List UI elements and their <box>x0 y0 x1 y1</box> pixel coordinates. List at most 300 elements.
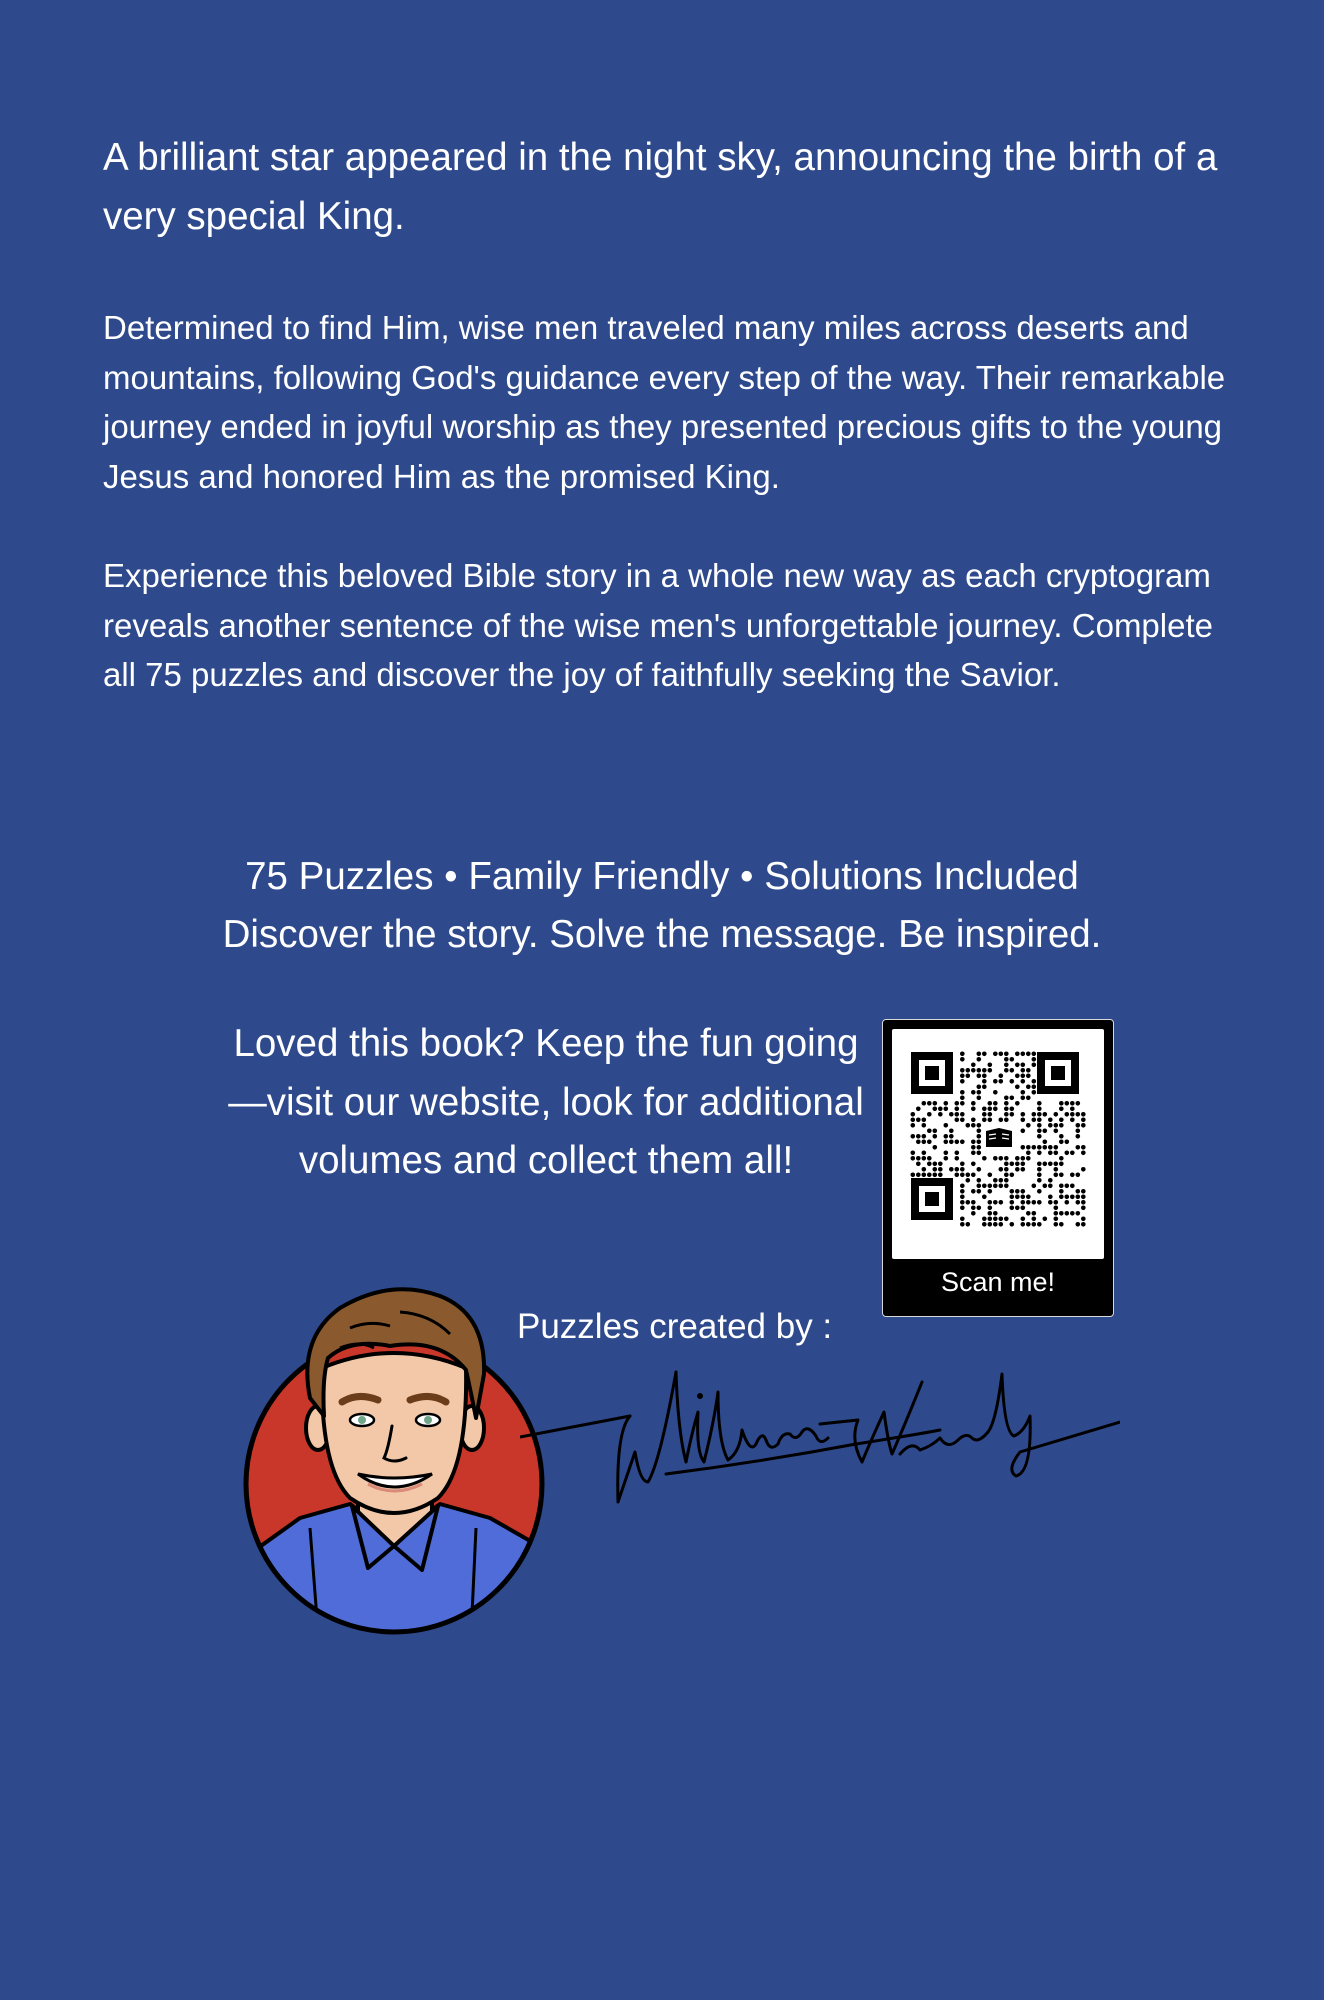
qr-module <box>944 1134 949 1139</box>
qr-module <box>922 1167 927 1172</box>
qr-module <box>971 1189 976 1194</box>
qr-module <box>955 1167 960 1172</box>
qr-module <box>1015 1063 1020 1068</box>
qr-module <box>1070 1211 1075 1216</box>
qr-module <box>960 1200 965 1205</box>
qr-module <box>993 1101 998 1106</box>
qr-module <box>982 1118 987 1123</box>
intro-heading: A brilliant star appeared in the night sky, announcing the birth of a very special King. <box>103 136 1218 238</box>
qr-module <box>955 1118 960 1123</box>
qr-module <box>999 1074 1004 1079</box>
qr-module <box>1037 1173 1042 1178</box>
qr-module <box>1004 1068 1009 1073</box>
qr-module <box>1059 1162 1064 1167</box>
qr-module <box>911 1156 916 1161</box>
qr-module <box>1048 1118 1053 1123</box>
qr-module <box>1032 1118 1037 1123</box>
qr-module <box>933 1167 938 1172</box>
qr-module <box>960 1118 965 1123</box>
qr-module <box>1054 1200 1059 1205</box>
qr-module <box>1065 1195 1070 1200</box>
qr-module <box>1026 1074 1031 1079</box>
qr-module <box>977 1068 982 1073</box>
qr-module <box>1010 1162 1015 1167</box>
qr-module <box>1059 1189 1064 1194</box>
qr-module <box>971 1118 976 1123</box>
qr-module <box>982 1222 987 1227</box>
qr-module <box>927 1162 932 1167</box>
qr-module <box>1059 1156 1064 1161</box>
qr-module <box>1076 1112 1081 1117</box>
author-signature <box>520 1312 1120 1522</box>
qr-module <box>960 1079 965 1084</box>
qr-module <box>1037 1222 1042 1227</box>
qr-module <box>1059 1118 1064 1123</box>
qr-module <box>1004 1057 1009 1062</box>
qr-module <box>1065 1140 1070 1145</box>
qr-module <box>1054 1217 1059 1222</box>
qr-module <box>1004 1162 1009 1167</box>
qr-module <box>971 1145 976 1150</box>
qr-module <box>1015 1085 1020 1090</box>
qr-module <box>927 1140 932 1145</box>
qr-module <box>982 1068 987 1073</box>
qr-module <box>1021 1079 1026 1084</box>
qr-module <box>922 1140 927 1145</box>
qr-module <box>1010 1057 1015 1062</box>
qr-module <box>971 1211 976 1216</box>
qr-module <box>1032 1184 1037 1189</box>
qr-module <box>1054 1145 1059 1150</box>
qr-module <box>1015 1052 1020 1057</box>
qr-module <box>999 1156 1004 1161</box>
qr-module <box>1032 1211 1037 1216</box>
qr-module <box>916 1134 921 1139</box>
qr-module <box>988 1200 993 1205</box>
qr-module <box>977 1096 982 1101</box>
qr-module <box>1021 1074 1026 1079</box>
qr-module <box>1010 1112 1015 1117</box>
qr-module <box>955 1173 960 1178</box>
qr-module <box>1081 1167 1086 1172</box>
qr-module <box>1065 1151 1070 1156</box>
qr-module <box>993 1079 998 1084</box>
qr-module <box>1026 1096 1031 1101</box>
qr-module <box>949 1140 954 1145</box>
qr-module <box>927 1112 932 1117</box>
qr-module <box>911 1151 916 1156</box>
qr-module <box>1004 1096 1009 1101</box>
qr-module <box>1004 1063 1009 1068</box>
qr-module <box>966 1173 971 1178</box>
qr-module <box>1004 1178 1009 1183</box>
qr-module <box>960 1057 965 1062</box>
qr-module <box>922 1134 927 1139</box>
qr-module <box>993 1200 998 1205</box>
qr-module <box>960 1140 965 1145</box>
qr-module <box>977 1189 982 1194</box>
qr-module <box>1037 1189 1042 1194</box>
qr-module <box>1032 1217 1037 1222</box>
qr-module <box>1065 1200 1070 1205</box>
qr-module <box>1048 1151 1053 1156</box>
qr-module <box>1037 1134 1042 1139</box>
qr-module <box>1037 1200 1042 1205</box>
qr-module <box>971 1123 976 1128</box>
qr-module <box>1070 1101 1075 1106</box>
qr-module <box>966 1123 971 1128</box>
qr-module <box>1059 1184 1064 1189</box>
qr-module <box>993 1184 998 1189</box>
qr-code-card[interactable] <box>882 1019 1114 1317</box>
qr-module <box>988 1107 993 1112</box>
qr-module <box>949 1167 954 1172</box>
qr-module <box>1081 1145 1086 1150</box>
qr-module <box>1076 1134 1081 1139</box>
qr-module <box>1032 1090 1037 1095</box>
qr-module <box>971 1063 976 1068</box>
qr-module <box>1043 1162 1048 1167</box>
qr-module <box>1054 1167 1059 1172</box>
qr-module <box>1004 1112 1009 1117</box>
qr-module <box>933 1129 938 1134</box>
qr-module <box>1059 1134 1064 1139</box>
qr-module <box>1037 1151 1042 1156</box>
qr-module <box>916 1156 921 1161</box>
qr-module <box>982 1085 987 1090</box>
qr-module <box>977 1090 982 1095</box>
qr-module <box>1081 1195 1086 1200</box>
qr-module <box>1048 1123 1053 1128</box>
qr-module <box>1070 1107 1075 1112</box>
qr-module <box>933 1173 938 1178</box>
qr-module <box>1043 1112 1048 1117</box>
qr-module <box>1043 1145 1048 1150</box>
qr-module <box>999 1217 1004 1222</box>
qr-module <box>999 1118 1004 1123</box>
qr-module <box>944 1107 949 1112</box>
qr-module <box>1032 1222 1037 1227</box>
qr-module <box>1037 1178 1042 1183</box>
qr-module <box>1054 1206 1059 1211</box>
qr-module <box>1076 1222 1081 1227</box>
qr-module <box>1026 1200 1031 1205</box>
qr-module <box>938 1107 943 1112</box>
qr-module <box>1059 1140 1064 1145</box>
qr-module <box>949 1134 954 1139</box>
qr-module <box>1004 1184 1009 1189</box>
qr-module <box>982 1184 987 1189</box>
qr-module <box>1054 1112 1059 1117</box>
qr-module <box>1059 1222 1064 1227</box>
qr-module <box>916 1173 921 1178</box>
qr-module <box>977 1145 982 1150</box>
qr-module <box>960 1112 965 1117</box>
qr-module <box>1043 1217 1048 1222</box>
qr-module <box>927 1101 932 1106</box>
qr-module <box>1032 1079 1037 1084</box>
qr-module <box>960 1090 965 1095</box>
author-avatar <box>240 1278 550 1658</box>
qr-module <box>1076 1101 1081 1106</box>
qr-module <box>955 1156 960 1161</box>
qr-module <box>971 1101 976 1106</box>
qr-module <box>960 1222 965 1227</box>
qr-module <box>1037 1118 1042 1123</box>
qr-module <box>1037 1112 1042 1117</box>
qr-module <box>993 1090 998 1095</box>
qr-module <box>1026 1156 1031 1161</box>
qr-module <box>960 1184 965 1189</box>
qr-module <box>1015 1167 1020 1172</box>
qr-module <box>938 1162 943 1167</box>
qr-module <box>988 1217 993 1222</box>
qr-module <box>1010 1107 1015 1112</box>
qr-module <box>1026 1052 1031 1057</box>
qr-code-icon[interactable] <box>910 1051 1086 1227</box>
qr-module <box>1043 1140 1048 1145</box>
scan-me-label: Scan me! <box>940 1267 1056 1297</box>
qr-module <box>1021 1090 1026 1095</box>
qr-module <box>960 1052 965 1057</box>
qr-module <box>988 1211 993 1216</box>
qr-module <box>922 1151 927 1156</box>
qr-module <box>971 1068 976 1073</box>
qr-module <box>944 1156 949 1161</box>
qr-module <box>1076 1129 1081 1134</box>
qr-module <box>933 1162 938 1167</box>
qr-module <box>1021 1195 1026 1200</box>
qr-module <box>1021 1167 1026 1172</box>
qr-module <box>993 1211 998 1216</box>
qr-module <box>966 1200 971 1205</box>
qr-module <box>993 1222 998 1227</box>
qr-module <box>988 1206 993 1211</box>
qr-module <box>1081 1151 1086 1156</box>
qr-module <box>944 1151 949 1156</box>
qr-module <box>933 1145 938 1150</box>
qr-module <box>999 1200 1004 1205</box>
qr-module <box>1048 1200 1053 1205</box>
qr-module <box>1015 1195 1020 1200</box>
qr-module <box>966 1074 971 1079</box>
qr-module <box>1081 1123 1086 1128</box>
qr-module <box>1054 1151 1059 1156</box>
qr-module <box>922 1156 927 1161</box>
qr-module <box>1059 1195 1064 1200</box>
qr-module <box>1076 1211 1081 1216</box>
qr-module <box>1015 1162 1020 1167</box>
qr-module <box>944 1101 949 1106</box>
qr-module <box>1015 1101 1020 1106</box>
qr-module <box>1004 1107 1009 1112</box>
qr-module <box>988 1112 993 1117</box>
qr-module <box>927 1129 932 1134</box>
qr-module <box>1021 1129 1026 1134</box>
qr-module <box>911 1123 916 1128</box>
qr-module <box>1026 1068 1031 1073</box>
qr-module <box>960 1206 965 1211</box>
features-block <box>0 848 1324 964</box>
qr-module <box>977 1057 982 1062</box>
qr-module <box>1021 1206 1026 1211</box>
qr-module <box>1065 1184 1070 1189</box>
qr-module <box>993 1156 998 1161</box>
qr-module <box>916 1107 921 1112</box>
qr-module <box>977 1184 982 1189</box>
qr-module <box>1054 1173 1059 1178</box>
qr-module <box>1021 1200 1026 1205</box>
qr-module <box>1021 1222 1026 1227</box>
qr-module <box>971 1162 976 1167</box>
qr-module <box>966 1068 971 1073</box>
qr-module <box>1026 1222 1031 1227</box>
qr-module <box>971 1090 976 1095</box>
qr-module <box>999 1178 1004 1183</box>
qr-module <box>960 1096 965 1101</box>
qr-module <box>977 1140 982 1145</box>
qr-module <box>1048 1178 1053 1183</box>
qr-module <box>1010 1189 1015 1194</box>
qr-module <box>1065 1101 1070 1106</box>
qr-module <box>1010 1200 1015 1205</box>
qr-module <box>993 1178 998 1183</box>
qr-module <box>1076 1195 1081 1200</box>
qr-module <box>1010 1173 1015 1178</box>
qr-module <box>1070 1118 1075 1123</box>
qr-module <box>1059 1101 1064 1106</box>
qr-module <box>1026 1145 1031 1150</box>
qr-module <box>1032 1052 1037 1057</box>
qr-module <box>944 1123 949 1128</box>
qr-module <box>1054 1211 1059 1216</box>
qr-module <box>938 1173 943 1178</box>
qr-module <box>1037 1107 1042 1112</box>
qr-module <box>971 1151 976 1156</box>
qr-module <box>999 1079 1004 1084</box>
qr-module <box>1048 1145 1053 1150</box>
qr-module <box>933 1101 938 1106</box>
qr-module <box>977 1123 982 1128</box>
qr-module <box>927 1173 932 1178</box>
qr-module <box>949 1129 954 1134</box>
qr-module <box>999 1167 1004 1172</box>
qr-code-panel <box>892 1029 1104 1259</box>
qr-module <box>1081 1189 1086 1194</box>
qr-module <box>922 1173 927 1178</box>
qr-module <box>982 1074 987 1079</box>
qr-module <box>1054 1222 1059 1227</box>
qr-module <box>977 1074 982 1079</box>
qr-module <box>1076 1189 1081 1194</box>
qr-module <box>1081 1112 1086 1117</box>
qr-module <box>977 1129 982 1134</box>
qr-module <box>960 1195 965 1200</box>
tagline: Discover the story. Solve the message. Be inspired. <box>222 913 1102 956</box>
qr-module <box>999 1184 1004 1189</box>
qr-module <box>1070 1195 1075 1200</box>
qr-module <box>1059 1107 1064 1112</box>
qr-module <box>1054 1129 1059 1134</box>
qr-module <box>977 1206 982 1211</box>
qr-module <box>966 1222 971 1227</box>
qr-module <box>911 1173 916 1178</box>
qr-module <box>1021 1118 1026 1123</box>
qr-module <box>1032 1063 1037 1068</box>
qr-module <box>971 1200 976 1205</box>
qr-module <box>1004 1173 1009 1178</box>
qr-module <box>966 1178 971 1183</box>
qr-module <box>1065 1112 1070 1117</box>
qr-module <box>1015 1074 1020 1079</box>
qr-module <box>988 1068 993 1073</box>
qr-module <box>971 1206 976 1211</box>
qr-module <box>960 1167 965 1172</box>
qr-module <box>911 1134 916 1139</box>
qr-module <box>999 1052 1004 1057</box>
qr-module <box>982 1195 987 1200</box>
qr-module <box>949 1112 954 1117</box>
qr-module <box>933 1134 938 1139</box>
qr-module <box>982 1112 987 1117</box>
qr-module <box>971 1173 976 1178</box>
qr-module <box>1021 1162 1026 1167</box>
qr-module <box>938 1167 943 1172</box>
qr-module <box>1026 1195 1031 1200</box>
qr-module <box>1032 1085 1037 1090</box>
qr-module <box>1037 1129 1042 1134</box>
qr-module <box>971 1140 976 1145</box>
qr-module <box>922 1101 927 1106</box>
qr-module <box>1076 1173 1081 1178</box>
qr-module <box>955 1107 960 1112</box>
qr-module <box>1059 1123 1064 1128</box>
qr-module <box>1048 1184 1053 1189</box>
qr-module <box>1076 1200 1081 1205</box>
qr-module <box>1021 1052 1026 1057</box>
description-paragraph-1: Determined to find Him, wise men traveled many miles across deserts and mountains, following God's guidance every step of the way. Their remarkable journey ended in joyful worship as they presented precious gifts to the young Jesus and honored Him as the promised King. <box>103 309 1226 495</box>
qr-module <box>916 1118 921 1123</box>
qr-module <box>977 1085 982 1090</box>
credit-label: Puzzles created by : <box>517 1307 833 1346</box>
qr-module <box>1004 1156 1009 1161</box>
qr-module <box>993 1107 998 1112</box>
qr-module <box>988 1184 993 1189</box>
qr-module <box>988 1118 993 1123</box>
qr-module <box>1081 1217 1086 1222</box>
qr-module <box>982 1107 987 1112</box>
qr-module <box>1004 1167 1009 1172</box>
qr-module <box>1021 1112 1026 1117</box>
qr-module <box>960 1217 965 1222</box>
qr-module <box>977 1167 982 1172</box>
qr-module <box>1004 1101 1009 1106</box>
qr-module <box>1021 1068 1026 1073</box>
qr-module <box>911 1112 916 1117</box>
qr-module <box>1032 1112 1037 1117</box>
qr-module <box>1037 1162 1042 1167</box>
qr-module <box>1043 1184 1048 1189</box>
qr-module <box>1004 1052 1009 1057</box>
qr-module <box>955 1151 960 1156</box>
qr-module <box>1032 1057 1037 1062</box>
qr-module <box>1059 1211 1064 1216</box>
qr-module <box>977 1052 982 1057</box>
qr-module <box>1054 1123 1059 1128</box>
qr-module <box>1081 1222 1086 1227</box>
book-logo-icon <box>984 1125 1014 1149</box>
promo-text: Loved this book? Keep the fun going—visit our website, look for additional volumes and collect them all! <box>228 1022 864 1182</box>
